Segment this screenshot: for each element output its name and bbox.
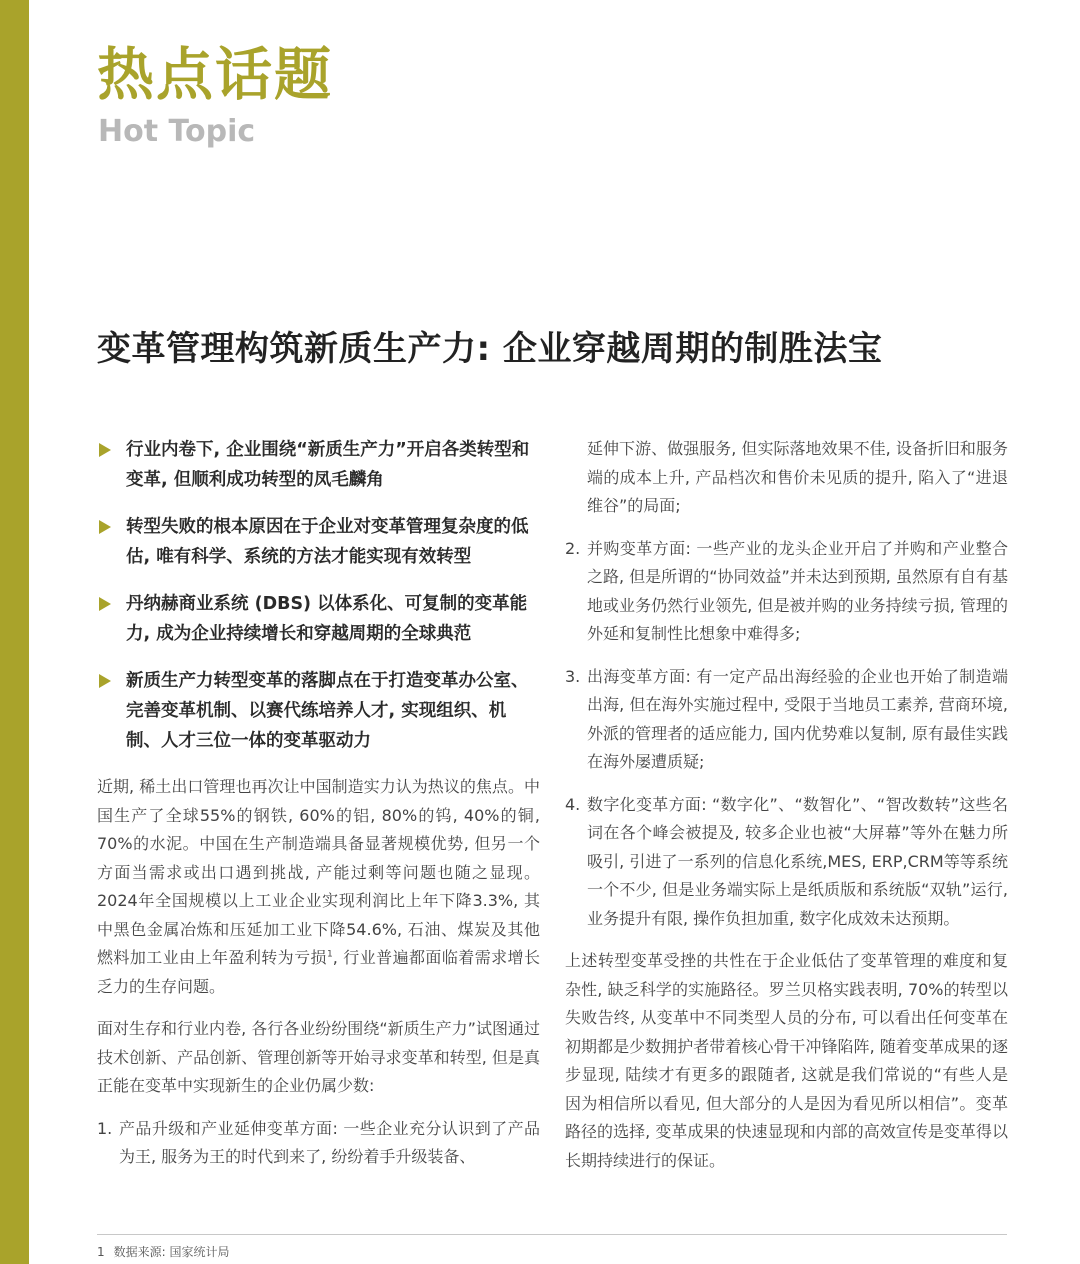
highlight-text: 行业内卷下, 企业围绕“新质生产力”开启各类转型和变革, 但顺利成功转型的凤毛麟角 xyxy=(126,440,530,490)
list-number: 1. xyxy=(97,1118,113,1138)
triangle-bullet-icon xyxy=(99,597,111,611)
right-column xyxy=(565,435,1008,1189)
body-paragraph: 面对生存和行业内卷, 各行各业纷纷围绕“新质生产力”试图通过技术创新、产品创新、管理创新等开始寻求变革和转型, 但是真正能在变革中实现新生的企业仍属少数: xyxy=(97,1019,540,1095)
paragraph-text: 近期, 稀土出口管理也再次让中国制造实力认为热议的焦点。中国生产了全球55%的钢铁, 60%的铝, 80%的钨, 40%的铜, 70%的水泥。中国在生产制造端具备显著规模优势, 但另一个方面当需求或出口遇到挑战, 产能过剩等问题也随之显现。2024年全国规模以上工业企业实现利润比上年下降3.3%, 其中黑色金属冶炼和压延加工业下降54.6%, 石油、煤炭及其他燃料加工业由上年盈利转为亏损 xyxy=(97,777,540,967)
footnote xyxy=(97,1242,230,1262)
list-item xyxy=(565,663,1008,777)
list-text: 数字化变革方面: “数字化”、“数智化”、“智改数转”这些名词在各个峰会被提及, 较多企业也被“大屏幕”等外在魅力所吸引, 引进了一系列的信息化系统,MES, ERP,CRM等等系统一个不少, 但是业务端实际上是纸质版和系统版“双轨”运行, 业务提升有限, 操作负担加重, 数字化成效未达预期。 xyxy=(587,794,1008,928)
left-column xyxy=(97,435,540,1186)
footnote-divider xyxy=(97,1234,1007,1235)
highlight-text: 转型失败的根本原因在于企业对变革管理复杂度的低估, 唯有科学、系统的方法才能实现有效转型 xyxy=(126,517,529,567)
highlight-item xyxy=(97,589,540,649)
list-number: 3. xyxy=(565,666,581,686)
list-item xyxy=(97,1115,540,1172)
triangle-bullet-icon xyxy=(99,520,111,534)
footnote-marker: 1 xyxy=(326,949,333,960)
list-text: 出海变革方面: 有一定产品出海经验的企业也开始了制造端出海, 但在海外实施过程中, 受限于当地员工素养, 营商环境, 外派的管理者的适应能力, 国内优势难以复制, 原有最佳实践在海外屡遭质疑; xyxy=(587,666,1008,771)
list-text: 并购变革方面: 一些产业的龙头企业开启了并购和产业整合之路, 但是所谓的“协同效益”并未达到预期, 虽然原有自有基地或业务仍然行业领先, 但是被并购的业务持续亏损, 管理的外延和复制性比想象中难得多; xyxy=(587,538,1008,643)
body-paragraph xyxy=(97,773,540,1001)
list-item xyxy=(565,535,1008,649)
highlight-text: 丹纳赫商业系统 (DBS) 以体系化、可复制的变革能力, 成为企业持续增长和穿越周期的全球典范 xyxy=(126,594,528,644)
section-title: 热点话题 xyxy=(97,42,333,108)
footnote-text: 数据来源: 国家统计局 xyxy=(113,1245,230,1259)
list-number: 4. xyxy=(565,794,581,814)
body-paragraph: 上述转型变革受挫的共性在于企业低估了变革管理的难度和复杂性, 缺乏科学的实施路径。罗兰贝格实践表明, 70%的转型以失败告终, 从变革中不同类型人员的分布, 可以看出任何变革在初期都是少数拥护者带着核心骨干冲锋陷阵, 随着变革成果的逐步显现, 陆续才有更多的跟随者, 这就是我们常说的“有些人是因为相信所以看见, 但大部分的人是因为看见所以相信”。变革路径的选择, 变革成果的快速显现和内部的高效宣传是变革得以长期持续进行的保证。 xyxy=(565,951,1008,1170)
list-item xyxy=(565,791,1008,934)
highlight-item xyxy=(97,435,540,495)
highlight-text: 新质生产力转型变革的落脚点在于打造变革办公室、完善变革机制、以赛代练培养人才, 实现组织、机制、人才三位一体的变革驱动力 xyxy=(126,671,529,751)
paragraph-text: , 行业普遍都面临着需求增长乏力的生存问题。 xyxy=(97,948,540,996)
list-number: 2. xyxy=(565,538,581,558)
triangle-bullet-icon xyxy=(99,443,111,457)
article-title: 变革管理构筑新质生产力: 企业穿越周期的制胜法宝 xyxy=(97,329,883,369)
list-item-continuation: 延伸下游、做强服务, 但实际落地效果不佳, 设备折旧和服务端的成本上升, 产品档次和售价未见质的提升, 陷入了“进退维谷”的局面; xyxy=(587,439,1008,515)
accent-side-bar xyxy=(0,0,29,1264)
list-text: 产品升级和产业延伸变革方面: 一些企业充分认识到了产品为王, 服务为王的时代到来了, 纷纷着手升级装备、 xyxy=(119,1118,540,1166)
footnote-number: 1 xyxy=(97,1245,105,1259)
section-subtitle: Hot Topic xyxy=(98,114,256,149)
highlight-item xyxy=(97,512,540,572)
triangle-bullet-icon xyxy=(99,674,111,688)
highlight-item xyxy=(97,666,540,756)
